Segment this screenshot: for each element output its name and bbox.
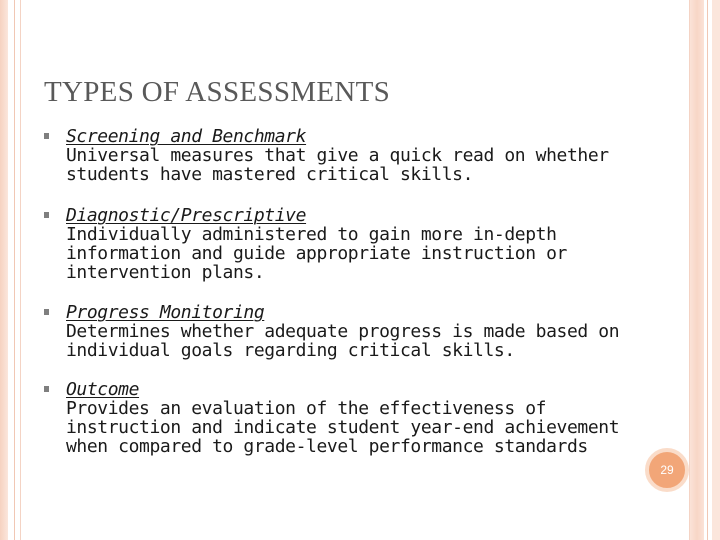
list-item bbox=[44, 127, 644, 184]
square-bullet-icon bbox=[44, 133, 49, 139]
item-title: Progress Monitoring bbox=[66, 302, 265, 323]
item-title: Diagnostic/Prescriptive bbox=[66, 205, 307, 226]
item-description: Universal measures that give a quick read on whether students have mastered critical skills. bbox=[66, 145, 609, 185]
item-description: Determines whether adequate progress is made based on individual goals regarding critical skills. bbox=[66, 321, 620, 361]
assessment-list bbox=[44, 127, 644, 478]
item-description: Individually administered to gain more in-depth information and guide appropriate instruction or intervention plans. bbox=[66, 224, 567, 283]
item-title: Outcome bbox=[66, 379, 140, 400]
item-title: Screening and Benchmark bbox=[66, 126, 307, 147]
list-item bbox=[44, 380, 644, 456]
square-bullet-icon bbox=[44, 386, 49, 392]
left-edge-decoration bbox=[0, 0, 8, 540]
right-band-decoration bbox=[690, 0, 704, 540]
list-item bbox=[44, 206, 644, 282]
right-edge-decoration bbox=[712, 0, 720, 540]
list-item bbox=[44, 303, 644, 360]
page-number: 29 bbox=[660, 463, 674, 477]
item-description: Provides an evaluation of the effectiveness of instruction and indicate student year-end achievement when compared to grade-level performance standards bbox=[66, 398, 620, 457]
square-bullet-icon bbox=[44, 212, 49, 218]
page-number-badge bbox=[645, 448, 689, 492]
square-bullet-icon bbox=[44, 309, 49, 315]
slide-title: TYPES OF ASSESSMENTS bbox=[44, 76, 391, 108]
